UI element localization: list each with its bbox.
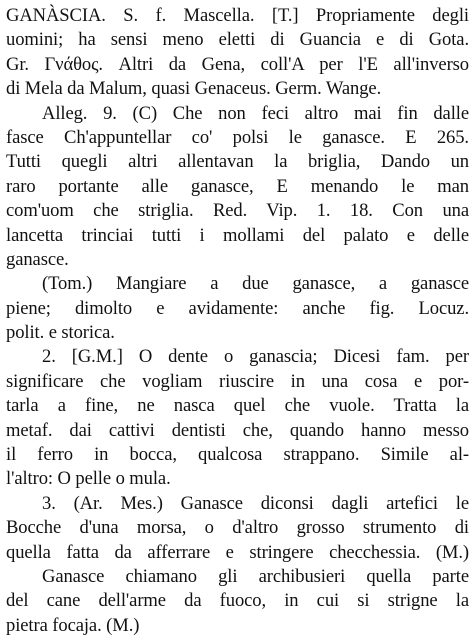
text-line: lancetta trinciai tutti i mollami del palato e delle [6,224,469,246]
text-line: ganasce. [6,248,69,270]
text-line: quella fatta da afferrare e stringere checchessia. (M.) [6,541,469,563]
text-line: del cane dell'arme da fuoco, in cui si strigne la [6,590,469,612]
entry-text [6,4,469,638]
text-line: metaf. dai cattivi dentisti che, quando hanno messo [6,419,469,441]
text-line: Bocche d'una morsa, o d'altro grosso strumento di [6,517,469,539]
text-line: GANÀSCIA. S. f. Mascella. [T.] Propriamente degli [6,5,469,26]
text-line: fasce Ch'appuntellar co' polsi le ganasce. E 265. [6,126,469,148]
text-line: 3. (Ar. Mes.) Ganasce diconsi dagli artefici le [42,492,469,514]
text-line: (Tom.) Mangiare a due ganasce, a ganasce [42,273,469,295]
text-line: polit. e storica. [6,322,115,344]
text-line: Tutti quegli altri allentavan la briglia, Dando un [6,151,469,173]
text-line: Gr. Γνάθος. Altri da Gena, coll'A per l'E all'inverso [6,53,469,75]
text-line: di Mela da Malum, quasi Genaceus. Germ. Wange. [6,78,382,100]
text-line: 2. [G.M.] O dente o ganascia; Dicesi fam. per [42,346,469,368]
text-line: raro portante alle ganasce, E menando le man [6,175,469,197]
text-line: significare che vogliam riuscire in una cosa e por- [6,370,469,392]
text-line: uomini; ha sensi meno eletti di Guancia e di Gota. [6,29,469,51]
text-line: Alleg. 9. (C) Che non feci altro mai fin dalle [42,102,469,124]
text-line: l'altro: O pelle o mula. [6,468,171,490]
text-line: tarla a fine, ne nasca quel che vuole. Tratta la [6,395,469,417]
text-line: piene; dimolto e avidamente: anche fig. Locuz. [6,297,469,319]
text-line: pietra focaja. (M.) [6,614,140,636]
text-line: Ganasce chiamano gli archibusieri quella parte [42,565,469,587]
text-line: com'uom che striglia. Red. Vip. 1. 18. Con una [6,200,469,222]
text-line: il ferro in bocca, qualcosa strappano. Simile al- [6,444,469,466]
